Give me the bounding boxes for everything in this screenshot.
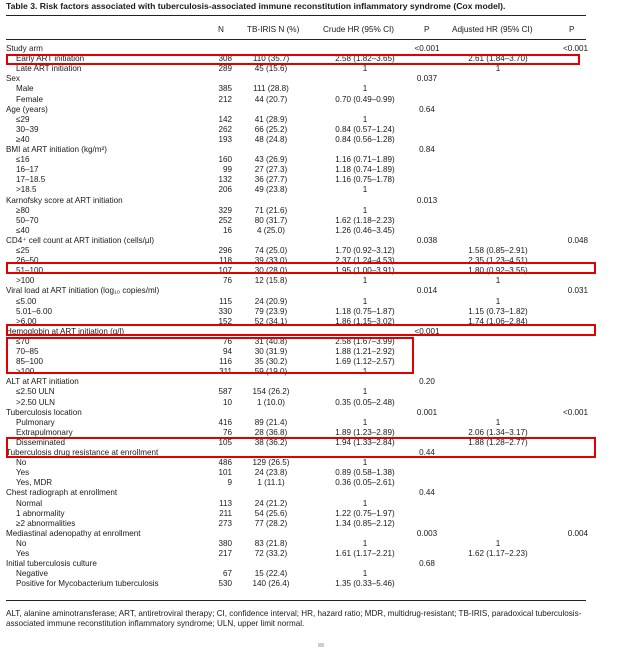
cell-crude-hr: 1.34 (0.85–2.12) — [335, 518, 395, 528]
cell-tb-iris: 12 (15.8) — [254, 276, 288, 286]
cell-adjusted-hr: 2.06 (1.34–3.17) — [468, 427, 528, 437]
row-label: Tuberculosis location — [6, 407, 82, 417]
cell-n: 76 — [222, 276, 232, 286]
cell-adjusted-hr: 2.61 (1.84–3.70) — [468, 54, 528, 64]
cell-tb-iris: 27 (27.3) — [254, 165, 288, 175]
cell-tb-iris: 110 (35.7) — [252, 54, 290, 64]
table-row — [0, 226, 624, 236]
cell-tb-iris: 71 (21.6) — [254, 205, 288, 215]
cell-tb-iris: 24 (21.2) — [254, 498, 288, 508]
cell-tb-iris: 28 (36.8) — [254, 427, 288, 437]
cell-tb-iris: 31 (40.8) — [254, 336, 288, 346]
cell-n: 486 — [218, 458, 232, 468]
row-label: Early ART initiation — [16, 54, 85, 64]
table-title — [6, 1, 505, 11]
row-label: 16–17 — [16, 165, 39, 175]
cell-tb-iris: 43 (26.9) — [254, 155, 288, 165]
cell-n: 206 — [218, 185, 232, 195]
cell-n: 416 — [218, 417, 232, 427]
cell-crude-hr: 1 — [362, 417, 368, 427]
cell-crude-hr: 1 — [362, 367, 368, 377]
table-group-row — [0, 377, 624, 387]
row-label: Extrapulmonary — [16, 427, 73, 437]
cell-crude-hr: 0.84 (0.57–1.24) — [335, 124, 395, 134]
cell-tb-iris: 49 (23.8) — [254, 185, 288, 195]
cell-adjusted-hr: 1 — [495, 276, 501, 286]
row-label: ≤16 — [16, 155, 30, 165]
cell-adjusted-hr: 1 — [495, 64, 501, 74]
cell-crude-hr: 0.70 (0.49–0.99) — [335, 94, 395, 104]
table-row — [0, 519, 624, 529]
row-label: 70–85 — [16, 347, 39, 356]
header-tb-iris: TB-IRIS N (%) — [247, 25, 300, 34]
cell-crude-hr: 1.61 (1.17–2.21) — [335, 549, 395, 558]
cell-tb-iris: 38 (36.2) — [254, 437, 288, 447]
cell-n: 76 — [222, 427, 232, 437]
table-row — [0, 84, 624, 94]
cell-crude-hr: 1.94 (1.33–2.84) — [335, 437, 395, 447]
cell-p-adjusted: 0.048 — [567, 235, 588, 245]
row-label: >100 — [16, 367, 35, 377]
row-label: 30–39 — [16, 124, 39, 134]
cell-crude-hr: 1.86 (1.15–3.02) — [335, 316, 395, 326]
row-label: 50–70 — [16, 215, 39, 225]
table-number: Table 3. — [6, 1, 38, 11]
table-row — [0, 539, 624, 549]
table-row — [0, 468, 624, 478]
row-label: CD4⁺ cell count at ART initiation (cells/μl) — [6, 235, 155, 245]
cell-tb-iris: 77 (28.2) — [254, 518, 288, 528]
cell-crude-hr: 0.89 (0.58–1.38) — [335, 468, 395, 478]
table-group-row — [0, 408, 624, 418]
table-row — [0, 569, 624, 579]
header-rule — [6, 39, 586, 40]
cell-n: 132 — [218, 175, 232, 185]
row-label: Tuberculosis drug resistance at enrollment — [6, 448, 159, 457]
cell-crude-hr: 0.35 (0.05–2.48) — [335, 397, 395, 407]
table-group-row — [0, 559, 624, 569]
cell-p-crude: 0.013 — [416, 195, 438, 205]
cell-p-crude: 0.014 — [416, 286, 438, 296]
row-label: >2.50 ULN — [16, 397, 55, 407]
cell-n: 94 — [222, 347, 232, 356]
cell-n: 296 — [218, 246, 232, 255]
cell-tb-iris: 36 (27.7) — [254, 175, 288, 185]
row-label: 26–50 — [16, 256, 39, 266]
row-label: ALT at ART initiation — [6, 377, 79, 387]
cell-tb-iris: 44 (20.7) — [254, 94, 288, 104]
cell-tb-iris: 45 (15.6) — [254, 64, 288, 74]
cell-tb-iris: 83 (21.8) — [254, 538, 288, 548]
cell-tb-iris: 1 (10.0) — [257, 397, 285, 407]
cell-p-adjusted: <0.001 — [563, 44, 588, 53]
cell-tb-iris: 39 (33.0) — [254, 256, 288, 266]
table-row — [0, 549, 624, 559]
cell-p-crude: 0.64 — [419, 104, 435, 114]
table-group-row — [0, 145, 624, 155]
row-label: ≤25 — [16, 246, 30, 255]
cell-crude-hr: 1.22 (0.75–1.97) — [335, 508, 395, 518]
cell-n: 329 — [218, 205, 232, 215]
row-label: ≤5.00 — [16, 296, 37, 306]
cell-tb-iris: 129 (26.5) — [252, 458, 290, 468]
cell-crude-hr: 2.58 (1.82–3.65) — [335, 54, 395, 64]
row-label: Study arm — [6, 44, 43, 53]
cell-n: 76 — [222, 336, 232, 346]
row-label: Disseminated — [16, 437, 66, 447]
cell-crude-hr: 1 — [362, 64, 368, 74]
cell-p-crude: <0.001 — [414, 326, 440, 336]
row-label: Male — [16, 84, 34, 94]
cell-tb-iris: 41 (28.9) — [254, 114, 288, 124]
cell-n: 217 — [218, 549, 232, 558]
table-row — [0, 458, 624, 468]
cell-n: 116 — [219, 357, 232, 367]
cell-p-adjusted: <0.001 — [563, 407, 588, 417]
table-row — [0, 307, 624, 317]
table-row — [0, 579, 624, 589]
table-row — [0, 135, 624, 145]
cell-p-adjusted: 0.031 — [567, 286, 588, 296]
table-row — [0, 499, 624, 509]
cell-tb-iris: 52 (34.1) — [254, 316, 288, 326]
table-row — [0, 246, 624, 256]
cell-crude-hr: 1 — [362, 498, 368, 508]
row-label: ≥80 — [16, 205, 30, 215]
table-row — [0, 95, 624, 105]
cell-crude-hr: 1.16 (0.75–1.78) — [335, 175, 395, 185]
cell-crude-hr: 1.18 (0.74–1.89) — [335, 165, 395, 175]
cell-crude-hr: 1 — [362, 114, 368, 124]
table-row — [0, 165, 624, 175]
cell-n: 9 — [227, 478, 232, 488]
cell-crude-hr: 1.35 (0.33–5.46) — [335, 579, 395, 589]
cell-tb-iris: 54 (25.6) — [254, 508, 288, 518]
cell-tb-iris: 48 (24.8) — [254, 134, 288, 144]
highlight-box-hemoglobin — [6, 337, 414, 374]
table-row — [0, 387, 624, 397]
cell-crude-hr: 1.16 (0.71–1.89) — [335, 155, 395, 165]
table-row — [0, 185, 624, 195]
cell-p-crude: 0.003 — [416, 528, 438, 538]
cell-tb-iris: 154 (26.2) — [252, 387, 290, 397]
cell-tb-iris: 1 (11.1) — [257, 478, 285, 488]
row-label: Yes — [16, 468, 30, 478]
cell-n: 311 — [219, 367, 232, 377]
highlight-box-tb-location — [6, 437, 596, 458]
header-p-adjusted: P — [569, 25, 575, 34]
cell-tb-iris: 74 (25.0) — [254, 246, 288, 255]
row-label: Yes — [16, 549, 30, 558]
cell-tb-iris: 30 (28.0) — [254, 266, 288, 276]
row-label: 5.01–6.00 — [16, 306, 53, 316]
row-label: >6.00 — [16, 316, 37, 326]
cell-n: 113 — [219, 498, 232, 508]
table-row — [0, 297, 624, 307]
row-label: BMI at ART initiation (kg/m²) — [6, 145, 107, 154]
cell-crude-hr: 1.95 (1.00–3.91) — [335, 266, 395, 276]
footnote: ALT, alanine aminotransferase; ART, antiretroviral therapy; CI, confidence interval; HR, hazard ratio; MDR, multidrug-resistant; TB-IRIS, paradoxical tuberculosis-associated immune reconstitution inflammatory syndrome; ULN, upper limit normal. — [6, 609, 582, 629]
cell-crude-hr: 1 — [362, 458, 368, 468]
cell-p-crude: 0.037 — [416, 74, 438, 84]
cell-crude-hr: 1.62 (1.18–2.23) — [335, 215, 395, 225]
cell-tb-iris: 30 (31.9) — [254, 347, 288, 356]
table-row — [0, 206, 624, 216]
cell-crude-hr: 0.84 (0.56–1.28) — [335, 134, 395, 144]
cell-tb-iris: 4 (25.0) — [257, 225, 285, 235]
table-row — [0, 418, 624, 428]
row-label: No — [16, 458, 27, 468]
cell-p-crude: 0.44 — [419, 448, 435, 457]
page-mark — [318, 643, 324, 647]
cell-p-crude: 0.44 — [419, 488, 435, 498]
cell-n: 101 — [218, 468, 232, 478]
table-row — [0, 398, 624, 408]
cell-tb-iris: 111 (28.8) — [253, 84, 289, 94]
cell-crude-hr: 1 — [362, 538, 368, 548]
cell-n: 385 — [218, 84, 232, 94]
table-group-row — [0, 286, 624, 296]
row-label: Normal — [16, 498, 43, 508]
row-label: Positive for Mycobacterium tuberculosis — [16, 579, 159, 589]
cell-n: 16 — [222, 225, 232, 235]
cell-adjusted-hr: 1.62 (1.17–2.23) — [468, 549, 528, 558]
header-p-crude: P — [424, 25, 430, 34]
cell-n: 289 — [218, 64, 232, 74]
table-row — [0, 175, 624, 185]
row-label: ≥40 — [16, 134, 30, 144]
table-group-row — [0, 236, 624, 246]
row-label: Age (years) — [6, 104, 48, 114]
row-label: ≥2 abnormalities — [16, 518, 76, 528]
header-adjusted-hr: Adjusted HR (95% CI) — [452, 25, 533, 34]
cell-n: 252 — [218, 215, 232, 225]
cell-n: 273 — [218, 518, 232, 528]
cell-crude-hr: 1 — [362, 185, 368, 195]
highlight-box-early-art — [6, 54, 580, 65]
row-label: Karnofsky score at ART initiation — [6, 195, 123, 205]
row-label: 85–100 — [16, 357, 44, 367]
cell-tb-iris: 24 (20.9) — [254, 296, 288, 306]
cell-n: 211 — [219, 508, 232, 518]
table-group-row — [0, 44, 624, 54]
row-label: Negative — [16, 569, 48, 579]
cell-n: 142 — [218, 114, 232, 124]
row-label: Female — [16, 94, 43, 104]
highlight-box-viral-load — [6, 324, 596, 336]
cell-adjusted-hr: 1 — [495, 417, 501, 427]
cell-n: 193 — [218, 134, 232, 144]
top-rule — [6, 15, 586, 16]
cell-crude-hr: 2.37 (1.24–4.53) — [335, 256, 395, 266]
table-row — [0, 276, 624, 286]
cell-crude-hr: 1.89 (1.23–2.89) — [335, 427, 395, 437]
row-label: ≤40 — [16, 225, 30, 235]
table-group-row — [0, 529, 624, 539]
cell-crude-hr: 1.69 (1.12–2.57) — [335, 357, 395, 367]
header-n: N — [218, 25, 224, 34]
cell-crude-hr: 2.58 (1.67–3.99) — [335, 336, 395, 346]
cell-adjusted-hr: 1.74 (1.06–2.84) — [468, 316, 528, 326]
cell-tb-iris: 15 (22.4) — [254, 569, 288, 579]
row-label: 1 abnormality — [16, 508, 65, 518]
cell-p-crude: 0.038 — [416, 235, 438, 245]
row-label: Hemoglobin at ART initiation (g/l) — [6, 326, 125, 336]
header-crude-hr: Crude HR (95% CI) — [323, 25, 394, 34]
cell-crude-hr: 1.18 (0.75–1.87) — [335, 306, 395, 316]
row-label: Chest radiograph at enrollment — [6, 488, 118, 498]
cell-tb-iris: 72 (33.2) — [254, 549, 288, 558]
cell-crude-hr: 1 — [362, 387, 368, 397]
cell-n: 262 — [218, 124, 232, 134]
cell-n: 160 — [218, 155, 232, 165]
cell-adjusted-hr: 2.35 (1.23–4.51) — [468, 256, 528, 266]
cell-n: 330 — [218, 306, 232, 316]
cell-n: 118 — [219, 256, 232, 266]
cell-tb-iris: 66 (25.2) — [254, 124, 288, 134]
row-label: 51–100 — [16, 266, 44, 276]
table-group-row — [0, 74, 624, 84]
cell-n: 308 — [218, 54, 232, 64]
row-label: Viral load at ART initiation (log₁₀ copies/ml) — [6, 286, 160, 296]
table-row — [0, 155, 624, 165]
cell-tb-iris: 140 (26.4) — [252, 579, 290, 589]
table-group-row — [0, 196, 624, 206]
cell-p-crude: 0.84 — [419, 145, 435, 154]
cell-adjusted-hr: 1.15 (0.73–1.82) — [468, 306, 528, 316]
cell-adjusted-hr: 1.88 (1.28–2.77) — [468, 437, 528, 447]
row-label: Mediastinal adenopathy at enrollment — [6, 528, 141, 538]
cell-n: 152 — [218, 316, 232, 326]
cell-crude-hr: 1 — [362, 569, 368, 579]
table-row — [0, 478, 624, 488]
cell-adjusted-hr: 1 — [495, 538, 501, 548]
cell-tb-iris: 79 (23.9) — [254, 306, 288, 316]
table-row — [0, 64, 624, 74]
row-label: Late ART initiation — [16, 64, 82, 74]
cell-adjusted-hr: 1.58 (0.85–2.91) — [468, 246, 528, 255]
row-label: Initial tuberculosis culture — [6, 559, 97, 569]
cell-tb-iris: 80 (31.7) — [254, 215, 288, 225]
cell-adjusted-hr: 1 — [495, 296, 501, 306]
cell-crude-hr: 1 — [362, 205, 368, 215]
cell-crude-hr: 1 — [362, 84, 368, 94]
cell-crude-hr: 1.26 (0.46–3.45) — [335, 225, 395, 235]
cell-n: 530 — [218, 579, 232, 589]
row-label: ≤70 — [16, 336, 30, 346]
row-label: Sex — [6, 74, 20, 84]
cell-n: 105 — [218, 437, 232, 447]
cell-crude-hr: 1.88 (1.21–2.92) — [335, 347, 395, 356]
table-caption: Risk factors associated with tuberculosis-associated immune reconstitution inflammatory syndrome (Cox model). — [39, 1, 506, 11]
cell-crude-hr: 0.36 (0.05–2.61) — [335, 478, 395, 488]
cell-crude-hr: 1 — [362, 296, 368, 306]
row-label: Pulmonary — [16, 417, 55, 427]
row-label: >18.5 — [16, 185, 37, 195]
cell-tb-iris: 59 (19.0) — [254, 367, 288, 377]
cell-n: 99 — [222, 165, 232, 175]
cell-tb-iris: 24 (23.8) — [254, 468, 288, 478]
cell-n: 67 — [222, 569, 232, 579]
cell-p-crude: 0.20 — [419, 377, 435, 387]
table-group-row — [0, 488, 624, 498]
row-label: >100 — [16, 276, 35, 286]
cell-p-adjusted: 0.004 — [567, 528, 588, 538]
row-label: No — [16, 538, 27, 548]
cell-n: 380 — [218, 538, 232, 548]
cell-crude-hr: 1 — [362, 276, 368, 286]
cell-p-crude: 0.68 — [419, 559, 435, 569]
cell-adjusted-hr: 1.80 (0.92–3.55) — [468, 266, 528, 276]
row-label: ≤29 — [16, 114, 30, 124]
cell-n: 107 — [218, 266, 232, 276]
cell-tb-iris: 35 (30.2) — [254, 357, 288, 367]
bottom-rule — [6, 600, 586, 601]
cell-n: 587 — [218, 387, 232, 397]
table-row — [0, 216, 624, 226]
table-group-row — [0, 105, 624, 115]
table-row — [0, 115, 624, 125]
cell-tb-iris: 89 (21.4) — [254, 417, 288, 427]
cell-n: 10 — [222, 397, 232, 407]
row-label: 17–18.5 — [16, 175, 46, 185]
cell-n: 115 — [219, 296, 232, 306]
table-row — [0, 509, 624, 519]
table-row — [0, 125, 624, 135]
row-label: Yes, MDR — [16, 478, 53, 488]
cell-p-crude: <0.001 — [414, 44, 440, 53]
cell-crude-hr: 1.70 (0.92–3.12) — [335, 246, 395, 255]
highlight-box-cd4-26-50 — [6, 262, 596, 274]
row-label: ≤2.50 ULN — [16, 387, 55, 397]
cell-p-crude: 0.001 — [416, 407, 438, 417]
cell-n: 212 — [218, 94, 232, 104]
